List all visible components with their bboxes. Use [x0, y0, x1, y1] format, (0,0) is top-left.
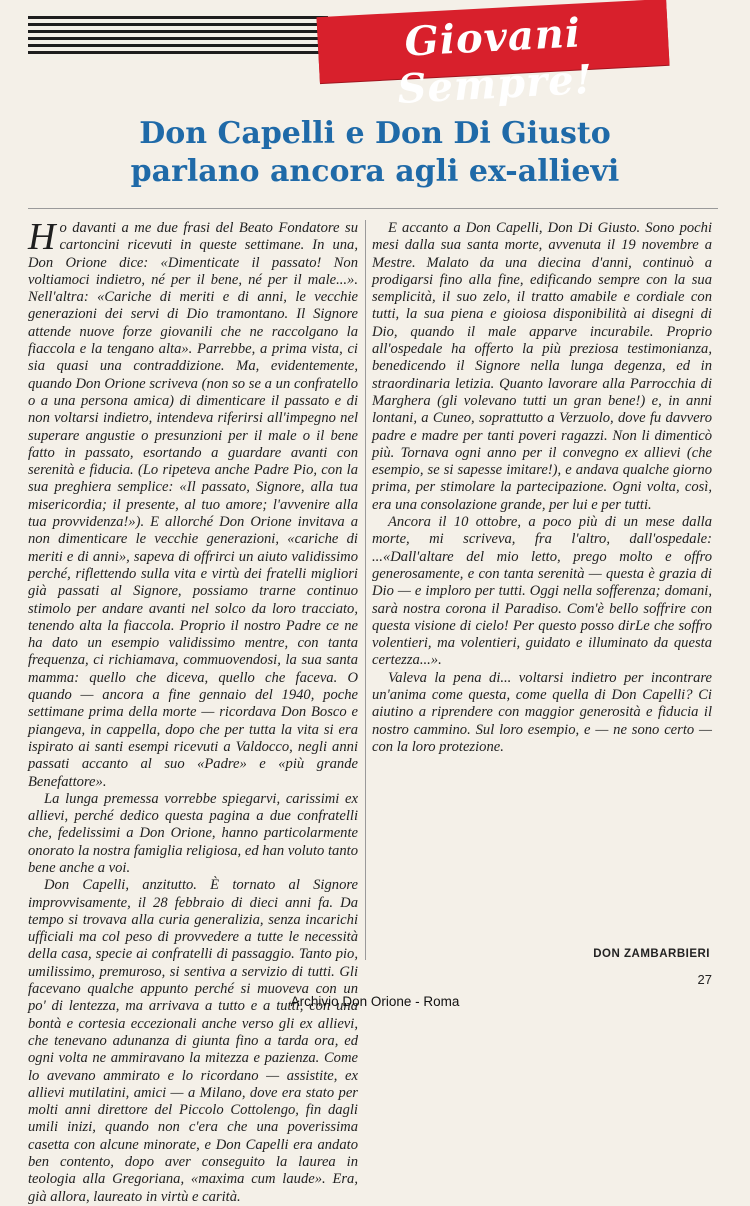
- paragraph-1-text: o davanti a me due frasi del Beato Fondatore su cartoncini ricevuti in queste settimane. In una, Don Orione dice: «Dimenticate il passato! Non voltiamoci indietro, né per il bene, né per il male...». Nell'altra: «Cariche di meriti e di anni, le vecchie generazioni dei servi di Dio tramontano. Il Signore attende nuove forze giovanili che ne raccolgano la fiaccola e la tengano alta». Parrebbe, a prima vista, ci sia quasi una contraddizione. Ma, evidentemente, quando Don Orione scriveva (non so se a un confratello o a una persona amica) di dimenticare il passato e di non voltarsi indietro, intendeva riferirsi all'impegno nel superare angustie o presunzioni per il male o il bene fatto in passato, esortando a guardare avanti con serenità e fiducia. (Lo ripeteva anche Padre Pio, con la sua preghiera semplice: «Il passato, Signore, alla tua misericordia; il presente, al tuo amore; l'avvenire alla tua provvidenza!»). E allorché Don Orione invitava a non dimenticare le vecchie generazioni, «cariche di meriti e di anni», sapeva di offrirci un aiuto validissimo perché, riflettendo sulla vita e virtù dei fratelli migliori già passati al Signore, possiamo trarne continuo stimolo per andare avanti nel solco da loro tracciato, tenendo alta la fiaccola. Proprio il nostro Padre ce ne ha dato un esempio validissimo mentre, con tanta frequenza, ci richiamava, commuovendosi, la sua santa mamma: quello che diceva, quello che faceva. O quando — ancora a fine gennaio del 1940, poche settimane prima della morte — ricordava Don Bosco e piangeva, in cappella, dopo che per tutta la vita si era ispirato ai santi esempi ricevuti a Valdocco, negli anni passati accanto al suo «Padre» e «più grande Benefattore».: [28, 220, 358, 790]
- paragraph-2: La lunga premessa vorrebbe spiegarvi, carissimi ex allievi, perché dedico questa pagina a due confratelli che, fedelissimi a Don Orione, hanno particolarmente onorato la nostra famiglia religiosa, ed han voluto tanto bene anche a voi.: [28, 790, 358, 876]
- column-divider: [365, 220, 366, 960]
- article-column-left: [28, 216, 358, 1205]
- giovani-sempre-banner: [317, 0, 670, 114]
- archive-caption: Archivio Don Orione - Roma: [290, 994, 460, 1009]
- paragraph-5: Ancora il 10 ottobre, a poco più di un mese dalla morte, mi scriveva, fra l'altro, dall'ospedale: ...«Dall'altare del mio letto, prego molto e offro generosamente, e con tanta serenità — questa è grazia di Dio — e imploro per tutti. Oggi nella sofferenza; domani, sarà nostra corona il Paradiso. Com'è bello soffrire con questa visione di cielo! Per questo posso dirLe che soffro volentieri, ma volentieri, guidato e illuminato da questa certezza...».: [372, 514, 712, 669]
- title-line-2: parlano ancora agli ex-allievi: [130, 154, 620, 189]
- author-signature: DON ZAMBARBIERI: [593, 948, 710, 960]
- page-number: 27: [697, 972, 712, 987]
- article-column-right: [372, 220, 712, 960]
- paragraph-6: Valeva la pena di... voltarsi indietro per incontrare un'anima come questa, come quella di Don Capelli? Ci aiutino a riprendere con maggior generosità e fiducia il nostro cammino. Sul loro esempio, e — ne sono certo — con la loro protezione.: [372, 669, 712, 755]
- drop-cap: H: [28, 216, 56, 258]
- article-title: [40, 115, 710, 191]
- header-rules: [28, 16, 328, 58]
- paragraph-4: E accanto a Don Capelli, Don Di Giusto. Sono pochi mesi dalla sua santa morte, avvenuta il 19 novembre a Mestre. Malato da una diecina d'anni, continuò a prodigarsi fino alla fine, edificando sempre con la sua semplicità, il suo zelo, il tratto amabile e cordiale con tutti, la sua piena e gioiosa disponibilità ai disegni di Dio, quando il male apparve incurabile. Proprio all'ospedale ha offerto la più preziosa testimonianza, benedicendo il Signore nella lunga degenza, ed in straordinaria letizia. Quanto lavorare alla Parrocchia di Marghera (gli volevano tutti un gran bene!) e, in anni lontani, a Cuneo, soprattutto a Verzuolo, dove fu davvero padre e madre per tanti poveri ragazzi. Non li dimenticò più. Tornava ogni anno per il convegno ex allievi (che esempio, se si sapesse imitare!), e andava qualche giorno prima, per stimolare la partecipazione. Ogni volta, così, era una consolazione grande, per lui e per tutti.: [372, 220, 712, 513]
- banner-title: Giovani Sempre!: [396, 9, 595, 114]
- paragraph-1: [28, 216, 358, 791]
- paragraph-3: Don Capelli, anzitutto. È tornato al Signore improvvisamente, il 28 febbraio di dieci anni fa. Da tempo si trovava alla curia generalizia, senza incarichi ufficiali ma col peso di provvedere a tutte le necessità della casa, specie ai confratelli di passaggio. Tanto pio, umilissimo, premuroso, si sentiva a servizio di tutti. Gli facevano qualche appunto perché si muoveva con un po' di lentezza, ma arrivava a tutto e a tutti, con una bontà e cortesia eccezionali anche verso gli ex allievi, che tenevano adunanza di giunta fino a tarda ora, ed ogni volta ne ammiravano la mitezza e pazienza. Come lo avevano ammirato e lo ricordano — assistite, ex allievi mutilatini, amici — a Milano, dove era stato per molti anni direttore del Piccolo Cottolengo, fin dagli umili inizi, quando non c'era che una poverissima casetta con alcune minorate, e Don Capelli era andato ben contento, dopo aver conseguito la laurea in teologia alla Gregoriana, «maxima cum laude». Era, già allora, laureato in virtù e carità.: [28, 877, 358, 1205]
- title-divider: [28, 208, 718, 209]
- title-line-1: Don Capelli e Don Di Giusto: [139, 116, 611, 151]
